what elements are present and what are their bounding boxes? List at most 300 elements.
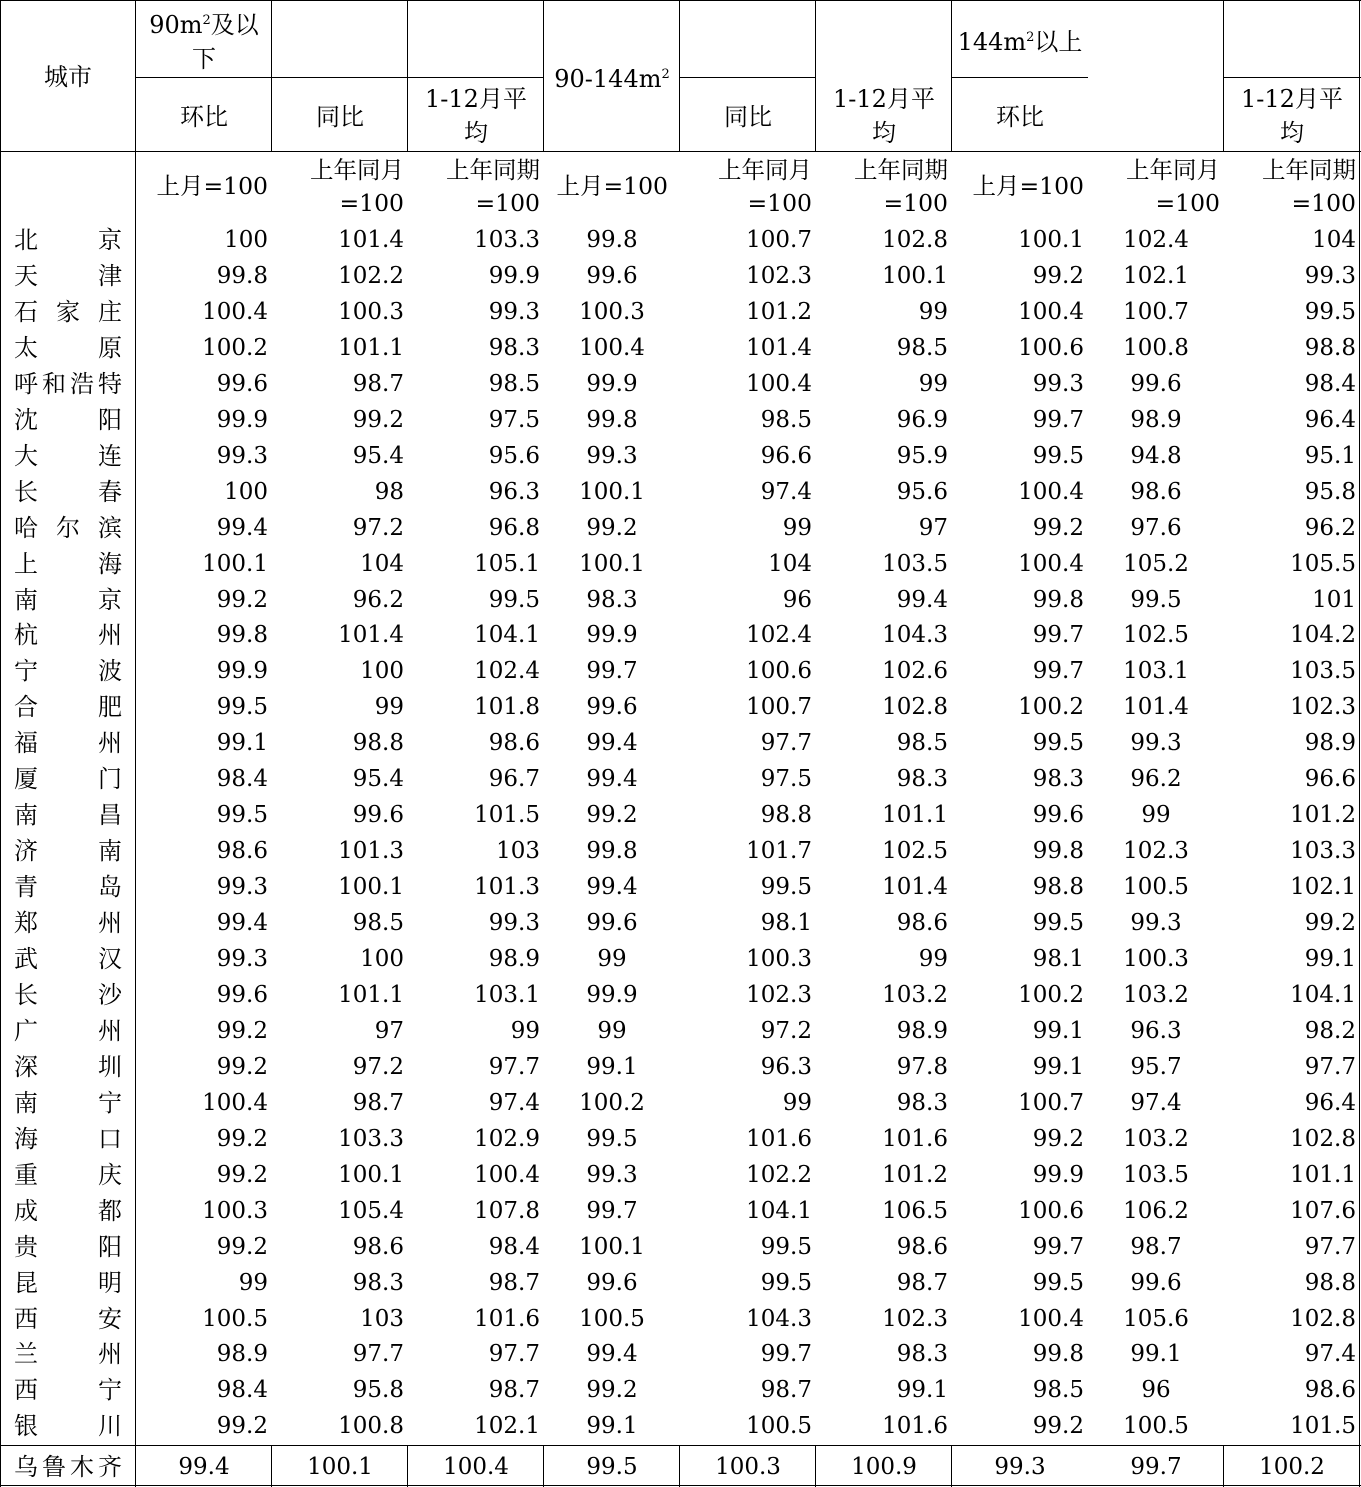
group-b-header: $90-144m^2$ bbox=[554, 65, 670, 93]
city-name: 西 安 bbox=[14, 1304, 122, 1333]
table-cell: 101.4 bbox=[1123, 694, 1189, 721]
table-cell: 98.3 bbox=[896, 766, 948, 793]
table-cell: 101.6 bbox=[474, 1305, 540, 1332]
table-cell: 98.6 bbox=[1304, 1377, 1356, 1404]
top-border bbox=[0, 0, 1361, 1]
table-cell: 98.7 bbox=[352, 370, 404, 397]
table-cell: 96.3 bbox=[1130, 1017, 1182, 1044]
table-cell: 99.2 bbox=[216, 1053, 268, 1080]
table-cell: 98.8 bbox=[1304, 1269, 1356, 1296]
table-cell: 99.2 bbox=[216, 1413, 268, 1440]
table-cell: 104.1 bbox=[474, 622, 540, 649]
table-cell: 104.1 bbox=[746, 1197, 812, 1224]
table-cell: 99.6 bbox=[216, 981, 268, 1008]
table-cell: 99.5 bbox=[1032, 910, 1084, 937]
table-cell: 104.3 bbox=[746, 1305, 812, 1332]
col-line-1 bbox=[135, 0, 136, 1487]
table-cell: 103.5 bbox=[882, 550, 948, 577]
table-cell: 97.2 bbox=[352, 1053, 404, 1080]
table-cell: 100.6 bbox=[1018, 334, 1084, 361]
table-cell: 97.4 bbox=[760, 478, 812, 505]
city-name: 大 连 bbox=[14, 441, 122, 470]
last-row-top-line bbox=[0, 1445, 1361, 1446]
table-cell: 99.4 bbox=[586, 1341, 638, 1368]
table-cell: 102.8 bbox=[882, 227, 948, 253]
table-cell: 99.2 bbox=[216, 1161, 268, 1188]
table-cell: 95.1 bbox=[1304, 442, 1356, 469]
table-cell: 98.1 bbox=[760, 910, 812, 937]
table-cell: 104 bbox=[360, 550, 404, 577]
table-cell: 99 bbox=[782, 1089, 812, 1116]
city-name: 哈尔滨 bbox=[14, 513, 122, 542]
table-cell: 105.1 bbox=[474, 550, 540, 577]
table-cell: 98.7 bbox=[1130, 1233, 1182, 1260]
city-name: 贵 阳 bbox=[14, 1232, 122, 1261]
table-cell: 105.6 bbox=[1123, 1305, 1189, 1332]
table-cell: 98.6 bbox=[216, 838, 268, 865]
table-cell: 99.2 bbox=[216, 1125, 268, 1152]
table-cell: 100.1 bbox=[579, 550, 645, 577]
city-name: 济 南 bbox=[14, 837, 122, 866]
table-cell: 98.5 bbox=[896, 730, 948, 757]
city-name: 广 州 bbox=[14, 1016, 122, 1045]
table-cell: 99.7 bbox=[1032, 622, 1084, 649]
table-cell: 99.8 bbox=[216, 262, 268, 289]
table-cell: 98.9 bbox=[1304, 730, 1356, 757]
unit-mom-a: 上月=100 bbox=[156, 172, 268, 200]
table-cell: 101.5 bbox=[474, 802, 540, 829]
sub-avg-c: 1-12月平 均 bbox=[1241, 85, 1343, 147]
table-cell: 96.3 bbox=[760, 1053, 812, 1080]
table-cell: 100.5 bbox=[1123, 874, 1189, 901]
table-cell: 99.7 bbox=[760, 1341, 812, 1368]
table-cell: 102.4 bbox=[746, 622, 812, 649]
table-cell: 99.6 bbox=[586, 262, 638, 289]
group-a-suffix-2: 下 bbox=[192, 45, 216, 73]
sub-avg-b: 1-12月平 均 bbox=[833, 85, 935, 147]
header-divider-d bbox=[1224, 77, 1361, 78]
table-cell: 99.3 bbox=[586, 1161, 638, 1188]
table-cell: 99.5 bbox=[1304, 298, 1356, 325]
table-cell: 97.7 bbox=[488, 1053, 540, 1080]
table-cell: 100.1 bbox=[579, 1233, 645, 1260]
table-cell: 97.8 bbox=[896, 1053, 948, 1080]
table-cell: 101.4 bbox=[338, 227, 404, 253]
table-cell: 106.2 bbox=[1123, 1197, 1189, 1224]
table-cell: 99.7 bbox=[1032, 658, 1084, 685]
table-cell: 99.5 bbox=[1130, 586, 1182, 613]
table-cell: 103.2 bbox=[1123, 981, 1189, 1008]
table-cell: 98.8 bbox=[760, 802, 812, 829]
table-cell: 99 bbox=[510, 1017, 540, 1044]
table-cell: 100.1 bbox=[307, 1454, 373, 1480]
table-cell: 100 bbox=[360, 658, 404, 685]
table-cell: 99.2 bbox=[216, 1233, 268, 1260]
table-cell: 97.6 bbox=[1130, 514, 1182, 541]
table-cell: 100.5 bbox=[1123, 1413, 1189, 1440]
table-cell: 102.3 bbox=[1123, 838, 1189, 865]
table-cell: 105.5 bbox=[1290, 550, 1356, 577]
table-cell: 99.8 bbox=[1032, 838, 1084, 865]
header-divider-b bbox=[680, 77, 816, 78]
table-cell: 104.2 bbox=[1290, 622, 1356, 649]
city-name: 沈 阳 bbox=[14, 405, 122, 434]
table-cell: 99.5 bbox=[216, 802, 268, 829]
table-cell: 99 bbox=[918, 298, 948, 325]
table-cell: 101.4 bbox=[882, 874, 948, 901]
col-line-10 bbox=[1359, 0, 1360, 1487]
group-a-suffix-1: 及以 bbox=[210, 11, 259, 39]
table-cell: 98.8 bbox=[352, 730, 404, 757]
table-cell: 99 bbox=[597, 1017, 627, 1044]
table-cell: 100.2 bbox=[202, 334, 268, 361]
table-cell: 100.4 bbox=[1018, 1305, 1084, 1332]
table-cell: 101.4 bbox=[338, 622, 404, 649]
table-cell: 99.3 bbox=[216, 442, 268, 469]
table-cell: 95.4 bbox=[352, 442, 404, 469]
table-cell: 100.4 bbox=[474, 1161, 540, 1188]
sub-avg-a: 1-12月平 均 bbox=[425, 85, 527, 147]
table-cell: 95.8 bbox=[352, 1377, 404, 1404]
table-cell: 96.6 bbox=[1304, 766, 1356, 793]
table-cell: 94.8 bbox=[1130, 442, 1182, 469]
table-cell: 101.2 bbox=[1290, 802, 1356, 829]
table-cell: 99 bbox=[918, 370, 948, 397]
table-cell: 98.4 bbox=[216, 766, 268, 793]
unit-yoy-a: 上年同月 =100 bbox=[310, 156, 404, 217]
table-cell: 97.7 bbox=[760, 730, 812, 757]
table-cell: 98.9 bbox=[1130, 406, 1182, 433]
table-cell: 96.8 bbox=[488, 514, 540, 541]
table-cell: 101.6 bbox=[882, 1413, 948, 1440]
unit-mom-b: 上月=100 bbox=[556, 172, 668, 200]
table-cell: 99.3 bbox=[488, 910, 540, 937]
table-cell: 101 bbox=[1312, 586, 1356, 613]
city-name: 深 圳 bbox=[14, 1052, 122, 1081]
table-cell: 98 bbox=[374, 478, 404, 505]
table-cell: 98.7 bbox=[488, 1377, 540, 1404]
table-cell: 101.6 bbox=[882, 1125, 948, 1152]
table-cell: 99.2 bbox=[1304, 910, 1356, 937]
unit-mom-c: 上月=100 bbox=[972, 172, 1084, 200]
group-c-header: $144m^2$以上 bbox=[957, 28, 1083, 56]
table-cell: 101.2 bbox=[746, 298, 812, 325]
table-cell: 97 bbox=[374, 1017, 404, 1044]
city-name: 成 都 bbox=[14, 1196, 122, 1225]
city-name: 厦 门 bbox=[14, 765, 122, 794]
sub-huanbi-c: 环比 bbox=[996, 103, 1044, 131]
city-name: 银 川 bbox=[14, 1412, 122, 1441]
header-divider-a bbox=[136, 77, 544, 78]
table-cell: 100.3 bbox=[1123, 946, 1189, 972]
table-cell: 96.2 bbox=[1130, 766, 1182, 793]
table-cell: 97.5 bbox=[760, 766, 812, 793]
table-cell: 99.7 bbox=[1032, 406, 1084, 433]
table-cell: 102.4 bbox=[474, 658, 540, 685]
city-name: 兰 州 bbox=[14, 1340, 122, 1369]
table-cell: 99.8 bbox=[1032, 1341, 1084, 1368]
table-cell: 99.6 bbox=[1130, 370, 1182, 397]
table-cell: 99.5 bbox=[760, 1269, 812, 1296]
table-cell: 98.8 bbox=[1032, 874, 1084, 901]
table-cell: 95.7 bbox=[1130, 1053, 1182, 1080]
table-cell: 99.3 bbox=[1304, 262, 1356, 289]
city-name: 呼和浩特 bbox=[14, 369, 122, 398]
table-cell: 100.3 bbox=[202, 1197, 268, 1224]
city-name: 长 沙 bbox=[14, 980, 122, 1009]
table-cell: 99.2 bbox=[1032, 514, 1084, 541]
table-cell: 107.6 bbox=[1290, 1197, 1356, 1224]
table-cell: 101.4 bbox=[746, 334, 812, 361]
table-cell: 103.1 bbox=[1123, 658, 1189, 685]
table-cell: 100.2 bbox=[1018, 694, 1084, 721]
table-cell: 98.5 bbox=[896, 334, 948, 361]
header-divider-c bbox=[952, 77, 1088, 78]
table-cell: 102.3 bbox=[746, 262, 812, 289]
table-cell: 98.9 bbox=[488, 946, 540, 972]
table-cell: 99.8 bbox=[1032, 586, 1084, 613]
table-cell: 101.6 bbox=[746, 1125, 812, 1152]
table-cell: 103.1 bbox=[474, 981, 540, 1008]
table-cell: 99.8 bbox=[586, 838, 638, 865]
table-cell: 98.3 bbox=[586, 586, 638, 613]
table-cell: 103 bbox=[360, 1305, 404, 1332]
bottom-border bbox=[0, 1485, 1361, 1486]
table-cell: 98.9 bbox=[896, 1017, 948, 1044]
table-cell: 101.1 bbox=[1290, 1161, 1356, 1188]
table-cell: 99.7 bbox=[586, 658, 638, 685]
table-cell: 101.1 bbox=[338, 334, 404, 361]
table-cell: 99.9 bbox=[586, 622, 638, 649]
table-cell: 101.5 bbox=[1290, 1413, 1356, 1440]
table-cell: 100.1 bbox=[338, 1161, 404, 1188]
table-cell: 99 bbox=[597, 946, 627, 972]
unit-ytd-b: 上年同期 =100 bbox=[854, 156, 948, 217]
table-cell: 100.1 bbox=[202, 550, 268, 577]
table-cell: 99.3 bbox=[1130, 730, 1182, 757]
group-a-header bbox=[136, 8, 272, 76]
table-cell: 103.3 bbox=[1290, 838, 1356, 865]
city-name: 天 津 bbox=[14, 261, 122, 290]
city-name: 南 京 bbox=[14, 585, 122, 614]
table-cell: 99.3 bbox=[1130, 910, 1182, 937]
unit-ytd-a: 上年同期 =100 bbox=[446, 156, 540, 217]
table-cell: 95.6 bbox=[896, 478, 948, 505]
table-cell: 100.1 bbox=[338, 874, 404, 901]
table-cell: 98.4 bbox=[488, 1233, 540, 1260]
table-cell: 99.8 bbox=[586, 406, 638, 433]
sub-tongbi-b: 同比 bbox=[724, 103, 772, 131]
table-cell: 99.1 bbox=[586, 1413, 638, 1440]
table-cell: 98.7 bbox=[896, 1269, 948, 1296]
table-cell: 98.6 bbox=[488, 730, 540, 757]
city-name: 宁 波 bbox=[14, 657, 122, 686]
table-cell: 98.4 bbox=[1304, 370, 1356, 397]
city-name: 合 肥 bbox=[14, 693, 122, 722]
table-cell: 100.7 bbox=[746, 694, 812, 721]
table-cell: 99.5 bbox=[488, 586, 540, 613]
table-cell: 99.4 bbox=[586, 874, 638, 901]
table-cell: 99.4 bbox=[586, 766, 638, 793]
table-cell: 100.5 bbox=[746, 1413, 812, 1440]
table-cell: 100.4 bbox=[746, 370, 812, 397]
table-cell: 95.9 bbox=[896, 442, 948, 469]
table-cell: 104 bbox=[1312, 227, 1356, 253]
city-name: 北 京 bbox=[14, 226, 122, 254]
table-cell: 98.6 bbox=[1130, 478, 1182, 505]
table-cell: 100.4 bbox=[443, 1454, 509, 1480]
table-cell: 99.6 bbox=[586, 910, 638, 937]
table-cell: 99 bbox=[918, 946, 948, 972]
table-cell: 99.9 bbox=[586, 370, 638, 397]
city-name: 海 口 bbox=[14, 1124, 122, 1153]
table-cell: 98.6 bbox=[352, 1233, 404, 1260]
table-cell: 98.4 bbox=[216, 1377, 268, 1404]
table-cell: 102.2 bbox=[338, 262, 404, 289]
table-cell: 104.3 bbox=[882, 622, 948, 649]
table-cell: 99.1 bbox=[586, 1053, 638, 1080]
table-cell: 102.9 bbox=[474, 1125, 540, 1152]
city-name: 石家庄 bbox=[14, 297, 122, 326]
city-name: 昆 明 bbox=[14, 1268, 122, 1297]
table-cell: 99.2 bbox=[1032, 1413, 1084, 1440]
city-name: 福 州 bbox=[14, 729, 122, 758]
table-cell: 100.4 bbox=[1018, 478, 1084, 505]
table-cell: 96.2 bbox=[352, 586, 404, 613]
table-cell: 100 bbox=[360, 946, 404, 972]
table-cell: 96 bbox=[1141, 1377, 1171, 1404]
table-cell: 102.2 bbox=[746, 1161, 812, 1188]
table-cell: 105.2 bbox=[1123, 550, 1189, 577]
table-cell: 97.4 bbox=[1130, 1089, 1182, 1116]
table-cell: 100.7 bbox=[1018, 1089, 1084, 1116]
table-cell: 99.2 bbox=[1032, 1125, 1084, 1152]
table-cell: 100.3 bbox=[338, 298, 404, 325]
table-cell: 96 bbox=[782, 586, 812, 613]
table-cell: 100.1 bbox=[579, 478, 645, 505]
table-cell: 99.4 bbox=[586, 730, 638, 757]
table-cell: 99.3 bbox=[1032, 370, 1084, 397]
table-cell: 100 bbox=[224, 227, 268, 253]
table-cell: 98.5 bbox=[488, 370, 540, 397]
table-cell: 99.3 bbox=[994, 1454, 1046, 1480]
table-cell: 100.1 bbox=[882, 262, 948, 289]
table-cell: 99.3 bbox=[216, 946, 268, 972]
table-cell: 100 bbox=[224, 478, 268, 505]
table-cell: 99.9 bbox=[216, 658, 268, 685]
table-cell: 101.3 bbox=[474, 874, 540, 901]
table-cell: 99.7 bbox=[1032, 1233, 1084, 1260]
table-cell: 99.1 bbox=[216, 730, 268, 757]
table-cell: 100.8 bbox=[1123, 334, 1189, 361]
table-cell: 100.3 bbox=[715, 1454, 781, 1480]
unit-ytd-c: 上年同期 =100 bbox=[1262, 156, 1356, 217]
table-cell: 98.5 bbox=[760, 406, 812, 433]
table-cell: 100.5 bbox=[579, 1305, 645, 1332]
table-cell: 101.3 bbox=[338, 838, 404, 865]
table-cell: 97.5 bbox=[488, 406, 540, 433]
table-cell: 99.3 bbox=[216, 874, 268, 901]
table-cell: 100.2 bbox=[1018, 981, 1084, 1008]
table-cell: 102.3 bbox=[882, 1305, 948, 1332]
table-cell: 99.2 bbox=[586, 802, 638, 829]
city-name: 乌鲁木齐 bbox=[14, 1453, 122, 1481]
table-cell: 97.2 bbox=[760, 1017, 812, 1044]
table-cell: 101.8 bbox=[474, 694, 540, 721]
table-cell: 99.1 bbox=[896, 1377, 948, 1404]
table-cell: 101.1 bbox=[338, 981, 404, 1008]
table-cell: 99.2 bbox=[586, 1377, 638, 1404]
table-cell: 99.9 bbox=[586, 981, 638, 1008]
table-cell: 102.1 bbox=[474, 1413, 540, 1440]
city-name: 杭 州 bbox=[14, 621, 122, 650]
city-name: 重 庆 bbox=[14, 1160, 122, 1189]
table-cell: 96.3 bbox=[488, 478, 540, 505]
table-cell: 102.1 bbox=[1123, 262, 1189, 289]
table-cell: 99.4 bbox=[216, 514, 268, 541]
table-cell: 99.3 bbox=[488, 298, 540, 325]
table-cell: 103.2 bbox=[1123, 1125, 1189, 1152]
table-cell: 103 bbox=[496, 838, 540, 865]
table-cell: 100.5 bbox=[202, 1305, 268, 1332]
city-column-header: 城市 bbox=[44, 63, 92, 91]
table-cell: 99.5 bbox=[760, 874, 812, 901]
table-cell: 99.1 bbox=[1130, 1341, 1182, 1368]
table-cell: 99.6 bbox=[1032, 802, 1084, 829]
table-cell: 96.2 bbox=[1304, 514, 1356, 541]
table-cell: 104.1 bbox=[1290, 981, 1356, 1008]
table-cell: 99.8 bbox=[216, 622, 268, 649]
table-cell: 100.6 bbox=[746, 658, 812, 685]
table-cell: 99.6 bbox=[586, 1269, 638, 1296]
table-cell: 103.5 bbox=[1290, 658, 1356, 685]
table-cell: 99.5 bbox=[1032, 1269, 1084, 1296]
table-cell: 103.3 bbox=[338, 1125, 404, 1152]
table-cell: 100.3 bbox=[579, 298, 645, 325]
table-cell: 100.8 bbox=[338, 1413, 404, 1440]
table-cell: 98.7 bbox=[352, 1089, 404, 1116]
table-cell: 99.4 bbox=[178, 1454, 230, 1480]
table-cell: 99.1 bbox=[1304, 946, 1356, 972]
table-cell: 101.2 bbox=[882, 1161, 948, 1188]
table-cell: 99.2 bbox=[216, 586, 268, 613]
table-cell: 98.7 bbox=[760, 1377, 812, 1404]
table-cell: 102.4 bbox=[1123, 227, 1189, 253]
table-cell: 102.3 bbox=[746, 981, 812, 1008]
table-cell: 99.2 bbox=[216, 1017, 268, 1044]
table-cell: 98.9 bbox=[216, 1341, 268, 1368]
table-cell: 100.7 bbox=[1123, 298, 1189, 325]
table-cell: 102.5 bbox=[882, 838, 948, 865]
table-cell: 97.4 bbox=[1304, 1341, 1356, 1368]
table-cell: 100.7 bbox=[746, 227, 812, 253]
table-cell: 97.2 bbox=[352, 514, 404, 541]
table-cell: 96.4 bbox=[1304, 1089, 1356, 1116]
table-cell: 99.6 bbox=[1130, 1269, 1182, 1296]
table-cell: 97.7 bbox=[1304, 1233, 1356, 1260]
unit-yoy-c: 上年同月 =100 bbox=[1126, 156, 1220, 217]
table-cell: 98.6 bbox=[896, 1233, 948, 1260]
table-cell: 97.4 bbox=[488, 1089, 540, 1116]
city-name: 长 春 bbox=[14, 477, 122, 506]
table-cell: 99.7 bbox=[586, 1197, 638, 1224]
table-cell: 99.9 bbox=[488, 262, 540, 289]
table-cell: 102.3 bbox=[1290, 694, 1356, 721]
table-cell: 95.4 bbox=[352, 766, 404, 793]
table-cell: 99.1 bbox=[1032, 1053, 1084, 1080]
table-cell: 99.7 bbox=[1130, 1454, 1182, 1480]
table-cell: 103.5 bbox=[1123, 1161, 1189, 1188]
